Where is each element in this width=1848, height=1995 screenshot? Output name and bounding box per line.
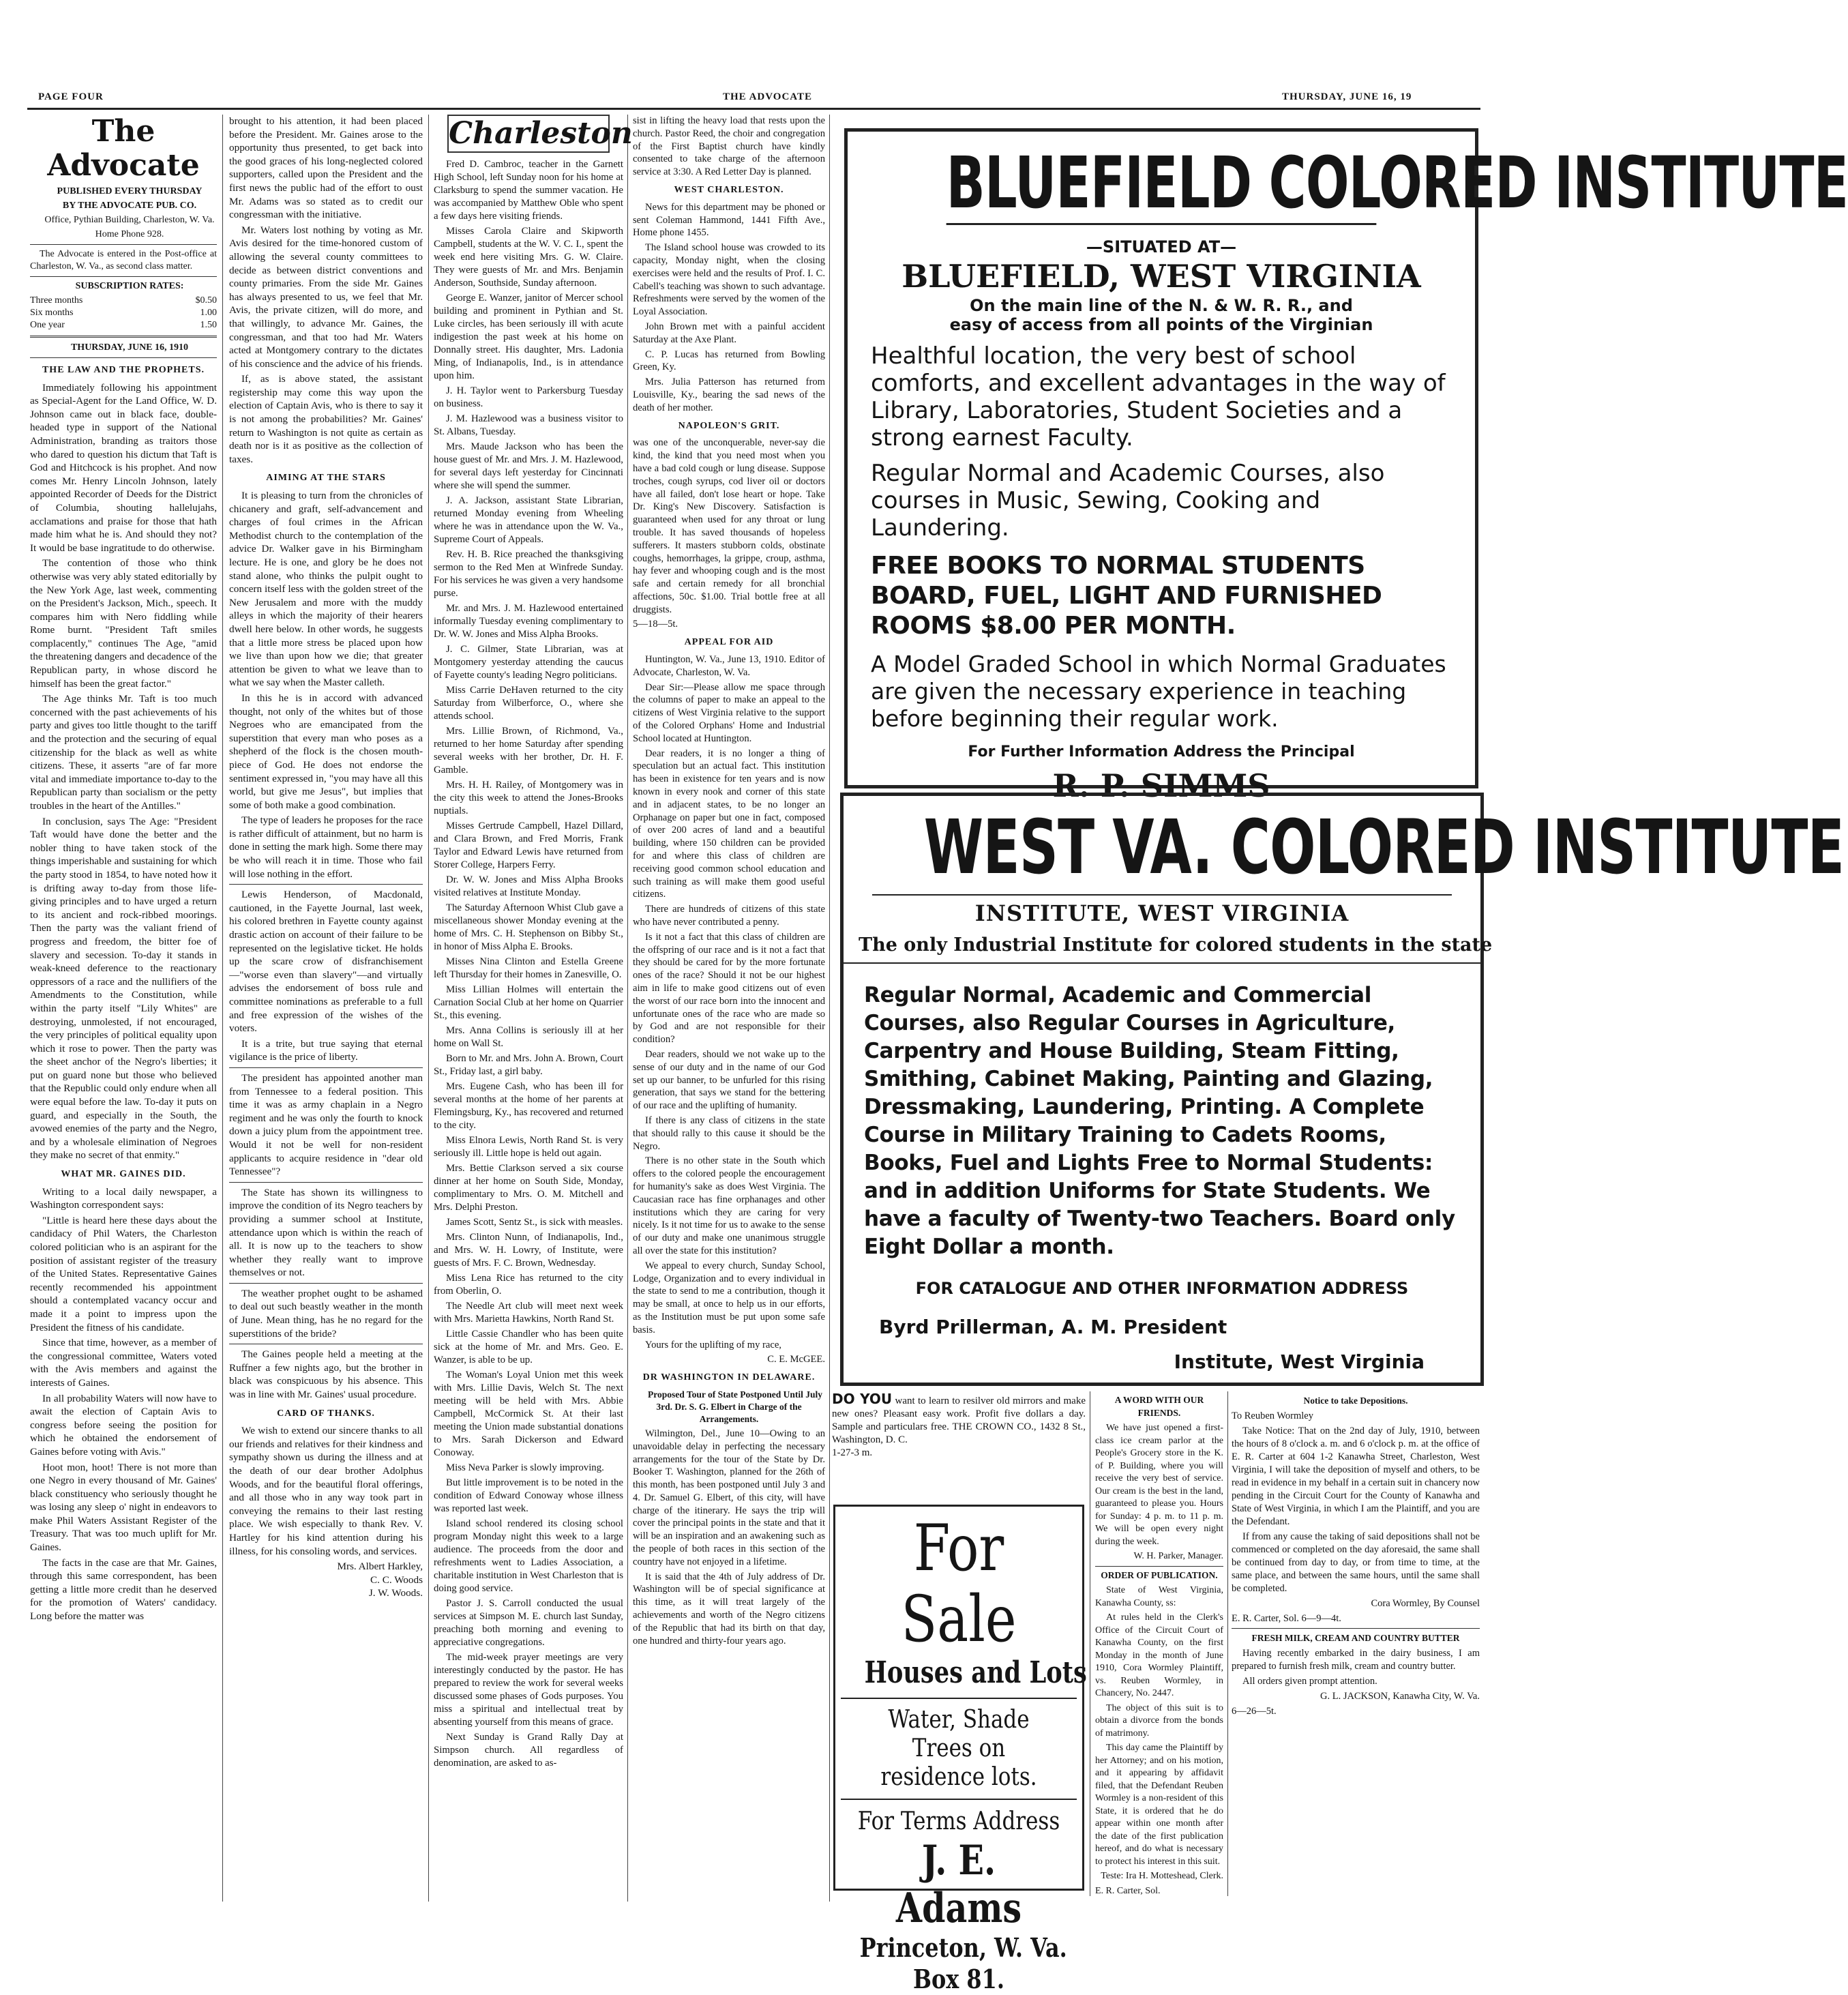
paragraph: If there is any class of citizens in the state that should rally to this cause it should be the Negro.	[633, 1114, 825, 1152]
ad-title: For Sale	[901, 1511, 1017, 1657]
paragraph: Miss Carrie DeHaven returned to the city Saturday from Wilberforce, O., where she attends school.	[434, 685, 623, 722]
headline: Notice to take Depositions.	[1303, 1395, 1408, 1406]
paragraph: The weather prophet ought to be ashamed to deal out such beastly weather in the month of June. Mean thing, has he no regard for the superstitions of the bride?	[229, 1287, 423, 1340]
paragraph: Little Cassie Chandler who has been quite sick at the home of Mr. and Mrs. Geo. E. Wanzer, is able to be up.	[434, 1329, 623, 1365]
paragraph: Take Notice: That on the 2nd day of July, 1910, between the hours of 8 o'clock a. m. and 6 o'clock p. m. at the office of E. R. Carter at 604 1-2 Kanawha Street, Charleston, West Virginia, I will take the deposition of myself and others, to be read in evidence in my behalf in a certain suit in chancery now pending in the Circuit Court for the County of Kanawha and State of West Virginia, in which I am the Plaintiff, and you are the Defendant.	[1232, 1425, 1480, 1527]
ad-address: Institute, West Virginia	[1174, 1350, 1425, 1373]
ad-paragraph: Healthful location, the very best of school comforts, and excellent advantages in the way of Library, Laboratories, Student Societies and a strong earnest Faculty.	[871, 342, 1446, 452]
ad-paragraph: A Model Graded School in which Normal Graduates are given the necessary experience in teaching before beginning their regular work.	[871, 651, 1446, 732]
masthead-publisher: BY THE ADVOCATE PUB. CO.	[62, 201, 197, 211]
paragraph: Mrs. Lillie Brown, of Richmond, Va., returned to her home Saturday after spending several weeks with her brother, Dr. H. F. Gamble.	[434, 726, 623, 775]
paragraph: The mid-week prayer meetings are very interestingly conducted by the pastor. He has prepared to review the work for several weeks discussed some phases of Gods purposes. You miss a spiritual and intellectual treat by absenting yourself from this means of grace.	[434, 1652, 623, 1728]
ad-only: The only Industrial Institute for colored students in the state	[859, 934, 1493, 956]
rate-row: One year 1.50	[30, 320, 217, 330]
paragraph: In conclusion, says The Age: "President Taft would have done the better and the nobler thing to have taken stock of the things imperishable and sustaining for which the party stood in 1854, to have noted how it is drifting away to-day from those life-giving principles and to have urged a return to its ancient and rock-ribbed moorings. Then the party was the valiant friend of progress and freedom, the bitter foe of slavery and secession. To-day it stands in weak-kneed deference to the reactionary oppressors of a race and the nullifiers of the Amendments to the Constitution, while within the party itself "Lily Whites" are destroying, unmolested, if not encouraged, the very principles of political equality upon which it rose to power. Then the party was the sheet anchor of the Negro's liberties; it put on guard none but those who believed that the Republic could only endure when all were equal before the law. To-day it puts on guard, and especially in the South, the avowed enemies of the party and the Negro, and by a wholesale elimination of Negroes they make no secret of that enmity."	[30, 815, 217, 1162]
ad-title: BLUEFIELD COLORED INSTITUTE	[946, 141, 1848, 224]
masthead-office: Office, Pythian Building, Charleston, W. Va.	[44, 215, 215, 225]
paragraph: John Brown met with a painful accident Saturday at the Axe Plant.	[633, 321, 825, 345]
signature: E. R. Carter, Sol. 6—9—4t.	[1232, 1613, 1341, 1624]
paragraph: At rules held in the Clerk's Office of the Circuit Court of Kanawha County, on the first Monday in the month of June 1910, Cora Wormley Plaintiff, vs. Reuben Wormley, in Chancery, No. 2447.	[1095, 1612, 1223, 1698]
signature: J. W. Woods.	[368, 1587, 423, 1599]
paragraph: Born to Mr. and Mrs. John A. Brown, Court St., Friday last, a girl baby.	[434, 1053, 623, 1077]
paragraph: Misses Gertrude Campbell, Hazel Dillard, and Clara Brown, and Fred Morris, Frank Taylor and Edward Lewis have returned from Storer College, Harpers Ferry.	[434, 821, 623, 870]
divider	[872, 894, 1452, 896]
paragraph: C. P. Lucas has returned from Bowling Green, Ky.	[633, 349, 825, 373]
paragraph: Having recently embarked in the dairy business, I am prepared to furnish fresh milk, cream and country butter.	[1232, 1648, 1480, 1672]
ad-for-sale	[833, 1505, 1087, 1994]
paragraph: There are hundreds of citizens of this state who have never contributed a penny.	[633, 904, 825, 928]
column-rule	[222, 115, 223, 1902]
paragraph: J. M. Hazlewood was a business visitor to St. Albans, Tuesday.	[434, 413, 623, 437]
paragraph: Misses Carola Claire and Skipworth Campbell, students at the W. V. C. I., spent the week end here visiting Mrs. G. W. Claire. They were guests of Mr. and Mrs. Benjamin Anderson, Southside, Sunday afternoon.	[434, 226, 623, 289]
ad-date: 6—26—5t.	[1232, 1706, 1277, 1717]
signature: C. C. Woods	[370, 1573, 423, 1586]
ad-president: Byrd Prillerman, A. M. President	[879, 1316, 1227, 1338]
paragraph: The Island school house was crowded to its capacity, Monday night, when the closing exercises were held and the results of Prof. I. C. Cabell's teaching was shown to such advantage. Refreshments were served by the women of the Loyal Association.	[633, 242, 825, 318]
paragraph: Immediately following his appointment as Special-Agent for the Land Office, W. D. Johnson came out in black face, double-headed type in support of the National Administration, branding as traitors those who dared to question his dictum that Taft is God and Hitchcock is his prophet. And now comes Mr. Henry Lincoln Johnson, lately appointed Recorder of Deeds for the District of Columbia, shouting hallelujahs, acclamations and praise for those that hath made him what he is. And should they not? It would be base ingratitude to do otherwise.	[30, 381, 217, 554]
paragraph: The type of leaders he proposes for the race is rather difficult of attainment, but no harm is done in setting the mark high. Some there may be who will reach it in time. Those who fail will lose nothing in the effort.	[229, 814, 423, 880]
paragraph: In this he is in accord with advanced thought, not only of the whites but of those Negroes who are emancipated from the superstition that every man who poses as a shepherd of the flock is the chosen mouth-piece of God. He does not endorse the sentiment expressed in, "you may have all this world, but give me Jesus", but implies that some of both make a good combination.	[229, 692, 423, 811]
column-1	[30, 115, 217, 1902]
paragraph: Yours for the uplifting of my race,	[645, 1339, 781, 1350]
paragraph: State of West Virginia, Kanawha County, ss:	[1095, 1585, 1223, 1608]
divider	[229, 1182, 423, 1183]
ad-name: J. E. Adams	[895, 1837, 1022, 1932]
paragraph: Rev. H. B. Rice preached the thanksgiving sermon to the Red Men at Winfrede Sunday. For his services he was given a very handsome purse.	[434, 549, 623, 599]
paragraph: Mrs. Bettie Clarkson served a six course dinner at her home on South Side, Monday, complimentary to Mrs. O. M. Mitchell and Mrs. Delphi Preston.	[434, 1163, 623, 1213]
paragraph: The facts in the case are that Mr. Gaines, through this same correspondent, has been getting a little more credit than he deserved for the promotion of Waters' candidacy. Long before the matter was	[30, 1556, 217, 1623]
paragraph: It is pleasing to turn from the chronicles of chicanery and graft, self-advancement and charges of foul crimes in the African Methodist church to the contemplation of the advice Dr. Walker gave in his Birmingham lecture. He is one, and glory be he does not stand alone, who thinks the pulpit ought to concern itself less with the golden street of the New Jerusalem and more with the muddy alleys in which the majority of their hearers dwell here below. In other words, he suggests that a little more stress be placed upon how we live than upon how we die; that greater attention be given to what we leave than to what we say when the Master calleth.	[229, 490, 423, 689]
column-rule	[829, 115, 830, 1902]
paragraph: J. H. Taylor went to Parkersburg Tuesday on business.	[434, 385, 623, 409]
paragraph: Is it not a fact that this class of children are the offspring of our race and is it not a fact that they should be cared for by the more fortunate ones of the race? Should it not be our highest aim in life to make good citizens out of even the worst of our race born into the innocent and unfortunate ones of the race who are made so by God and are not responsible for their condition?	[633, 931, 825, 1046]
ad-city: INSTITUTE, WEST VIRGINIA	[974, 900, 1350, 926]
ad-bluefield-institute	[844, 128, 1848, 804]
ad-code: 5—18—5t.	[633, 619, 679, 630]
paragraph: Mrs. Eugene Cash, who has been ill for several months at the home of her parents at Flemingsburg, Ky., has recovered and returned to the city.	[434, 1081, 623, 1131]
paragraph: The Saturday Afternoon Whist Club gave a miscellaneous shower Monday evening at the home of Mrs. C. H. Stephenson on Bibby St., in honor of Miss Alpha E. Brooks.	[434, 902, 623, 952]
issue-date: THURSDAY, JUNE 16, 1910	[70, 342, 189, 353]
paragraph: The Gaines people held a meeting at the Ruffner a few nights ago, but the brother in black was conspicuous by his absence. This was in line with Mr. Gaines' usual procedure.	[229, 1348, 423, 1401]
headline: DR WASHINGTON IN DELAWARE.	[642, 1372, 816, 1383]
paragraph: Dr. W. W. Jones and Miss Alpha Brooks visited relatives at Institute Monday.	[434, 874, 623, 898]
paragraph: This day came the Plaintiff by her Attorney; and on his motion, and it appearing by affidavit filed, that the Defendant Reuben Wormley is a non-resident of this State, it is ordered that he do appear within one month after the date of the first publication hereof, and do what is necessary to protect his interest in this suit.	[1095, 1743, 1223, 1867]
ad-date: 1-27-3 m.	[832, 1447, 873, 1458]
paragraph: The president has appointed another man from Tennessee to a federal position. This time it was as army chaplain in a Negro regiment and he was only the fourth to knock down a juicy plum from the appointment tree. Would it not be well for non-resident applicants to acquire residence in "dear old Tennessee"?	[229, 1072, 423, 1178]
paragraph: Mrs. H. H. Railey, of Montgomery was in the city this week to attend the Jones-Brooks nuptials.	[434, 780, 623, 816]
paragraph: The State has shown its willingness to improve the condition of its Negro teachers by providing a summer school at Institute, attendance upon which is within the reach of all. It is now up to the teachers to show whether they really want to improve themselves or not.	[229, 1186, 423, 1279]
paragraph: Mr. Waters lost nothing by voting as Mr. Avis desired for the time-honored custom of allowing the several county committees to decide as between district conventions and county primaries. From the side Mr. Gaines has always presented to us, we feel that Mr. Avis, the private citizen, will do more, and that willingly, to advance Mr. Gaines, the congressman, and that too had Mr. Waters acted at Montgomery contrary to the dictates of his conscience and the advice of his friends.	[229, 224, 423, 370]
divider	[229, 884, 423, 885]
ad-line: On the main line of the N. & W. R. R., and	[970, 296, 1353, 315]
headline: WHAT MR. GAINES DID.	[61, 1169, 186, 1180]
subhead: Proposed Tour of State Postponed Until July 3rd. Dr. S. G. Elbert in Charge of the Arrangements.	[647, 1389, 823, 1424]
column-rule	[428, 115, 429, 1902]
rate-row: Six months 1.00	[30, 308, 217, 318]
headline: THE LAW AND THE PROPHETS.	[42, 365, 205, 375]
divider	[841, 1698, 1077, 1699]
paragraph: If from any cause the taking of said depositions shall not be commenced or completed on the day aforesaid, the same shall be continued from day to day, or from time to time, at the same place, and between the same hours, until the same shall be completed.	[1232, 1531, 1480, 1594]
rates-title: SUBSCRIPTION RATES:	[75, 281, 184, 291]
paragraph: Dear readers, should we not wake up to the sense of our duty and in the name of our God set up our banner, to be unfurled for this rising generation, that says we stand for the bettering of our race and the uplifting of humanity.	[633, 1048, 825, 1112]
paragraph: The Woman's Loyal Union met this week with Mrs. Lillie Davis, Welch St. The next meeting will be held with Mrs. Abbie Campbell, McCormick St. At their last meeting the Union made substantial donations to Mrs. Sarah Dickerson and Edward Conoway.	[434, 1370, 623, 1458]
paragraph: Misses Nina Clinton and Estella Greene left Thursday for their homes in Zanesville, O.	[434, 956, 623, 980]
column-2	[229, 115, 423, 1902]
headline: AIMING AT THE STARS	[266, 473, 386, 484]
divider	[229, 1067, 423, 1068]
paragraph: was one of the unconquerable, never-say die kind, the kind that you need most when you have a bad cold cough or lung disease. Suppose troches, cough syrups, cod liver oil or doctors have all failed, don't lose heart or hope. Take Dr. King's New Discovery. Satisfaction is guaranteed when used for any throat or lung trouble. It has saved thousands of hopeless sufferers. It masters stubborn colds, obstinate coughs, hemorrhages, la grippe, croup, asthma, hay fever and whooping cough and is the most safe and certain remedy for all bronchial affections, 50c. $1.00. Trial bottle free at all druggists.	[633, 437, 825, 615]
paragraph: Mrs. Maude Jackson who has been the house guest of Mr. and Mrs. J. M. Hazlewood, for several days left yesterday for Cincinnati where she will spend the summer.	[434, 441, 623, 491]
ad-further: For Further Information Address the Principal	[968, 743, 1355, 760]
paragraph: We appeal to every church, Sunday School, Lodge, Organization and to every individual in the state to send to me a contribution, though it may be small, at once to help us in our efforts, as the Institution must be put upon some safe basis.	[633, 1260, 825, 1335]
divider	[844, 962, 1480, 964]
headline: APPEAL FOR AID	[684, 637, 774, 648]
headline: FRESH MILK, CREAM AND COUNTRY BUTTER	[1251, 1633, 1460, 1643]
paragraph: "Little is heard here these days about the candidacy of Phil Waters, the Charleston colored politician who is an aspirant for the position of assistant register of the treasury of the United States. Representative Gaines recently recommended his appointment should a contemplated vacancy occur and made it a point to impress upon the President the fitness of his candidate.	[30, 1214, 217, 1333]
paragraph: Miss Neva Parker is slowly improving.	[446, 1462, 604, 1473]
paragraph: Wilmington, Del., June 10—Owing to an unavoidable delay in perfecting the necessary arrangements for the tour of the State by Dr. Booker T. Washington, planned for the 26th of this month, has been postponed until July 3 and 4. Dr. Samuel G. Elbert, of this city, will have charge of the itinerary. He says the trip will cover the principal points in the state and that it will be an inspiration and an awakening such as the people of both races in this section of the country have not enjoyed in a lifetime.	[633, 1428, 825, 1567]
rates-table	[30, 295, 217, 331]
paragraph: Dear Sir:—Please allow me space through the columns of paper to make an appeal to the citizens of West Virginia relative to the support of the Colored Orphans' Home and Industrial School located at Huntington.	[633, 681, 825, 744]
ad-text: want to learn to resilver old mirrors and make new ones? Pleasant easy work. Profit five dollars a day. Sample and particulars free. THE CROWN CO., 1432 8 St., Washington, D. C.	[832, 1395, 1086, 1445]
paragraph: Writing to a local daily newspaper, a Washington correspondent says:	[30, 1185, 217, 1211]
ad-west-va-institute	[840, 793, 1845, 1386]
paragraph: George E. Wanzer, janitor of Mercer school building and prominent in Pythian and St. Luke circles, has been seriously ill with acute indigestion the past week at his home on Donnally street. His daughter, Mrs. Ladonia Ming, of Indianapolis, Ind., is in attendance upon him.	[434, 293, 623, 381]
ad-box: Box 81.	[913, 1964, 1004, 1994]
paragraph: Since that time, however, as a member of the congressional committee, Waters voted with the Avis members and against the interests of Gaines.	[30, 1337, 217, 1389]
signature: Mrs. Albert Harkley,	[337, 1561, 423, 1573]
signature: C. E. McGEE.	[767, 1354, 825, 1365]
column-3	[434, 115, 633, 1902]
divider	[841, 1799, 1077, 1800]
ad-water: Water, Shade Trees on residence lots.	[880, 1706, 1037, 1791]
ad-city: Princeton, W. Va.	[859, 1932, 1067, 1963]
paragraph: To Reuben Wormley	[1232, 1410, 1313, 1421]
signature: Cora Wormley, By Counsel	[1371, 1598, 1480, 1609]
paragraph: James Scott, Sentz St., is sick with measles.	[446, 1217, 623, 1228]
ad-body: Regular Normal, Academic and Commercial Courses, also Regular Courses in Agriculture, Carpentry and House Building, Steam Fitting, Smithing, Cabinet Making, Painting and Glazing, Dressmaking, Laundering, Printing. A Complete Course in Military Training to Cadets Rooms, Books, Fuel and Lights Free to Normal Students: and in addition Uniforms for State Students. We have a faculty of Twenty-two Teachers. Board only Eight Dollar a month.	[864, 983, 1455, 1259]
paragraph: There is no other state in the South which offers to the colored people the encouragement for humanity's sake as does West Virginia. The Caucasian race has fine orphanages and other institutions which they are caring for very nicely. Is it not time for us to awake to the sense of our duty and make one unanimous struggle all over the state for this institution?	[633, 1155, 825, 1256]
ad-principal: R. P. SIMMS	[1052, 767, 1270, 804]
headline: ORDER OF PUBLICATION.	[1101, 1569, 1218, 1580]
header-date: THURSDAY, JUNE 16, 19	[1282, 91, 1412, 102]
column-notices-1	[1095, 1391, 1223, 1896]
paragraph: Lewis Henderson, of Macdonald, cautioned, in the Fayette Journal, last week, his colored brethren in Fayette county against drastic action on account of their failure to be represented on the legislative ticket. He holds up the scare crow of disfranchisement—"worse even than slavery"—and virtually advises the endorsement of boss rule and committee nominations as preferable to a full and free expression of the wishes of the voters.	[229, 889, 423, 1035]
paragraph: The Needle Art club will meet next week with Mrs. Marietta Hawkins, North Rand St.	[434, 1301, 623, 1325]
paragraph: Pastor J. S. Carroll conducted the usual services at Simpson M. E. church last Sunday, preaching both morning and evening to appreciative congregations.	[434, 1598, 623, 1648]
paragraph: We wish to extend our sincere thanks to all our friends and relatives for their kindness and sympathy shown us during the illness and at the death of our dear brother Adolphus Woods, and for the beautiful floral offerings, and all those who in any way took part in conveying the remains to their last resting place. We wish especially to thank Rev. V. Hartley for his kind attention during his illness, for his consoling words, and services.	[229, 1425, 423, 1557]
paragraph: We have just opened a first-class ice cream parlor at the People's Grocery store in the K. of P. Building, where you will receive the very best of service. Our cream is the best in the land, guaranteed to please you. Hours for Sunday: 4 p. m. to 11 p. m. We will be open every night during the week.	[1095, 1423, 1223, 1547]
ad-title: WEST VA. COLORED INSTITUTE	[923, 803, 1845, 891]
paragraph: It is a trite, but true saying that eternal vigilance is the price of liberty.	[229, 1037, 423, 1063]
top-rule	[27, 108, 1480, 110]
paragraph: Island school rendered its closing school program Monday night this week to a large audience. The proceeds from the door and refreshments went to Ladies Association, a charitable institution in West Charleston that is doing good service.	[434, 1518, 623, 1594]
page-label: PAGE FOUR	[38, 91, 104, 102]
headline: A WORD WITH OUR FRIENDS.	[1114, 1395, 1204, 1418]
paragraph: Mr. and Mrs. J. M. Hazlewood entertained informally Tuesday evening complimentary to Dr. W. W. Jones and Miss Alpha Brooks.	[434, 603, 623, 640]
divider	[1232, 1628, 1480, 1629]
paragraph: sist in lifting the heavy load that rests upon the church. Pastor Reed, the choir and congregation of the First Baptist church have kindly consented to take charge of the afternoon service at 3:30. A Red Letter Day is planned.	[633, 115, 825, 178]
paragraph: Mrs. Clinton Nunn, of Indianapolis, Ind., and Mrs. W. H. Lowry, of Institute, were guests of Mrs. F. C. Brown, Wednesday.	[434, 1232, 623, 1269]
paragraph: But little improvement is to be noted in the condition of Edward Conoway whose illness was reported last week.	[434, 1477, 623, 1514]
divider	[1095, 1566, 1223, 1567]
divider	[30, 244, 217, 245]
divider	[30, 276, 217, 277]
paragraph: The object of this suit is to obtain a divorce from the bonds of matrimony.	[1095, 1702, 1223, 1739]
divider	[30, 357, 217, 358]
masthead-published: PUBLISHED EVERY THURSDAY	[57, 186, 203, 196]
paragraph: The Age thinks Mr. Taft is too much concerned with the past achievements of his party and gives too little thought to the tariff and the protection and the securing of equal citizenship for the black as well as white citizens. These, it asserts "are of far more vital and immediate importance to-day to the Republican party than socialism or the petty troubles in the heart of the Antilles."	[30, 693, 217, 812]
column-rule	[1227, 1391, 1228, 1896]
paragraph: brought to his attention, it had been placed before the President. Mr. Gaines arose to the opportunity thus presented, to get back into the good graces of his long-neglected colored supporters, called upon the President and the first news the public had of the effort to oust Mr. Adams was so stated as to credit our congressman with the initiative.	[229, 115, 423, 221]
ad-mirrors	[832, 1393, 1086, 1488]
paragraph: Miss Lillian Holmes will entertain the Carnation Social Club at her home on Quarrier St., this evening.	[434, 984, 623, 1021]
ad-line: easy of access from all points of the Virginian	[949, 315, 1373, 334]
paragraph: Mrs. Anna Collins is seriously ill at her home on Wall St.	[434, 1025, 623, 1049]
paragraph: Next Sunday is Grand Rally Day at Simpson church. All regardless of denomination, are asked to as-	[434, 1732, 623, 1769]
ad-city: BLUEFIELD, WEST VIRGINIA	[901, 258, 1421, 295]
divider	[229, 1283, 423, 1284]
paragraph: In all probability Waters will now have to await the election of Captain Avis to congress before seeing the position for which he obtained the endorsement of Gaines before voting with Avis."	[30, 1392, 217, 1458]
column-notices-2	[1232, 1391, 1480, 1896]
paragraph: J. C. Gilmer, State Librarian, was at Montgomery yesterday attending the caucus of Fayette county's leading Negro politicians.	[434, 644, 623, 681]
signature: W. H. Parker, Manager.	[1133, 1551, 1223, 1561]
column-4	[633, 115, 825, 1902]
headline: WEST CHARLESTON.	[674, 184, 784, 195]
masthead-phone: Home Phone 928.	[95, 229, 164, 239]
headline: NAPOLEON'S GRIT.	[678, 420, 780, 431]
paragraph: It is said that the 4th of July address of Dr. Washington will be of special significance at this time, as it will treat largely of the achievements and worth of the Negro citizens of the Republic that had its birth on that day, one hundred and thirty-four years ago.	[633, 1571, 825, 1646]
paragraph: News for this department may be phoned or sent Coleman Hammond, 1441 Fifth Ave., Home phone 1455.	[633, 201, 825, 239]
paragraph: Miss Elnora Lewis, North Rand St. is very seriously ill. Little hope is held out again.	[434, 1135, 623, 1159]
paragraph: If, as is above stated, the assistant registership may come this way upon the election of Captain Avis, who is there to say it is not among the probabilities? Mr. Gaines' return to Washington is not quite as certain as death nor is it as positive as the collection of taxes.	[229, 373, 423, 465]
section-title-charleston: Charleston	[447, 115, 610, 153]
paragraph: Mrs. Julia Patterson has returned from Louisville, Ky., bearing the sad news of the death of her mother.	[633, 376, 825, 413]
paragraph: All orders given prompt attention.	[1242, 1676, 1377, 1687]
paragraph: J. A. Jackson, assistant State Librarian, returned Monday evening from Wheeling where he was in attendance upon the W. Va., Supreme Court of Appeals.	[434, 495, 623, 545]
rate-row: Three months $0.50	[30, 295, 217, 306]
ad-catalogue: FOR CATALOGUE AND OTHER INFORMATION ADDRESS	[915, 1279, 1409, 1298]
signature: Teste: Ira H. Motteshead, Clerk.	[1101, 1871, 1223, 1881]
paragraph: Dear readers, it is no longer a thing of speculation but an actual fact. This institution has been in existence for ten years and is now known in every nook and corner of this state and in adjacent states, to be no longer an Orphanage on paper but one in fact, composed of over 200 acres of land and a beautiful building, where 150 children can be provided for and where this class of children are receiving good common school education and such training as will make them good useful citizens.	[633, 748, 825, 900]
paragraph: Miss Lena Rice has returned to the city from Oberlin, O.	[434, 1273, 623, 1297]
ad-situated: —SITUATED AT—	[1086, 237, 1237, 256]
paper-name-header: THE ADVOCATE	[723, 91, 813, 102]
ad-paragraph: Regular Normal and Academic Courses, also courses in Music, Sewing, Cooking and Laundering.	[871, 460, 1385, 542]
masthead-title: The Advocate	[47, 114, 200, 183]
paragraph: The contention of those who think otherwise was very ably stated editorially by the New York Age, last week, commenting on the President's Jackson, Mich., speech. It compares him with Nero fiddling while Rome burnt. "President Taft smiles complacently," continues The Age, "amid the threatening dangers and decadence of the Republican party, in whose discord he himself has been the great factor."	[30, 557, 217, 690]
ad-do-you: DO YOU	[832, 1391, 893, 1407]
column-rule	[627, 115, 628, 1902]
divider	[30, 336, 217, 338]
ad-free-books: FREE BOOKS TO NORMAL STUDENTS BOARD, FUEL, LIGHT AND FURNISHED ROOMS $8.00 PER MONTH.	[871, 552, 1382, 640]
paragraph: Hoot mon, hoot! There is not more than one Negro in every thousand of Mr. Gaines' black constituency who seriously thought he was losing any sleep o' night in endeavors to make Phil Waters Assistant Register of the Treasury. That was too much uplift for Mr. Gaines.	[30, 1461, 217, 1554]
paragraph: Huntington, W. Va., June 13, 1910. Editor of Advocate, Charleston, W. Va.	[633, 654, 825, 678]
paragraph: Fred D. Cambroc, teacher in the Garnett High School, left Sunday noon for his home at Clarksburg to spend the summer vacation. He was accompanied by Matthew Oble who spent a few days here visiting friends.	[434, 159, 623, 222]
ad-terms: For Terms Address	[857, 1807, 1060, 1835]
signature: E. R. Carter, Sol.	[1095, 1885, 1161, 1896]
headline: CARD OF THANKS.	[277, 1408, 375, 1419]
ad-houses: Houses and Lots	[864, 1655, 1087, 1690]
masthead-entry: The Advocate is entered in the Post-office at Charleston, W. Va., as second class matter.	[30, 249, 217, 271]
signature: G. L. JACKSON, Kanawha City, W. Va.	[1320, 1691, 1480, 1702]
